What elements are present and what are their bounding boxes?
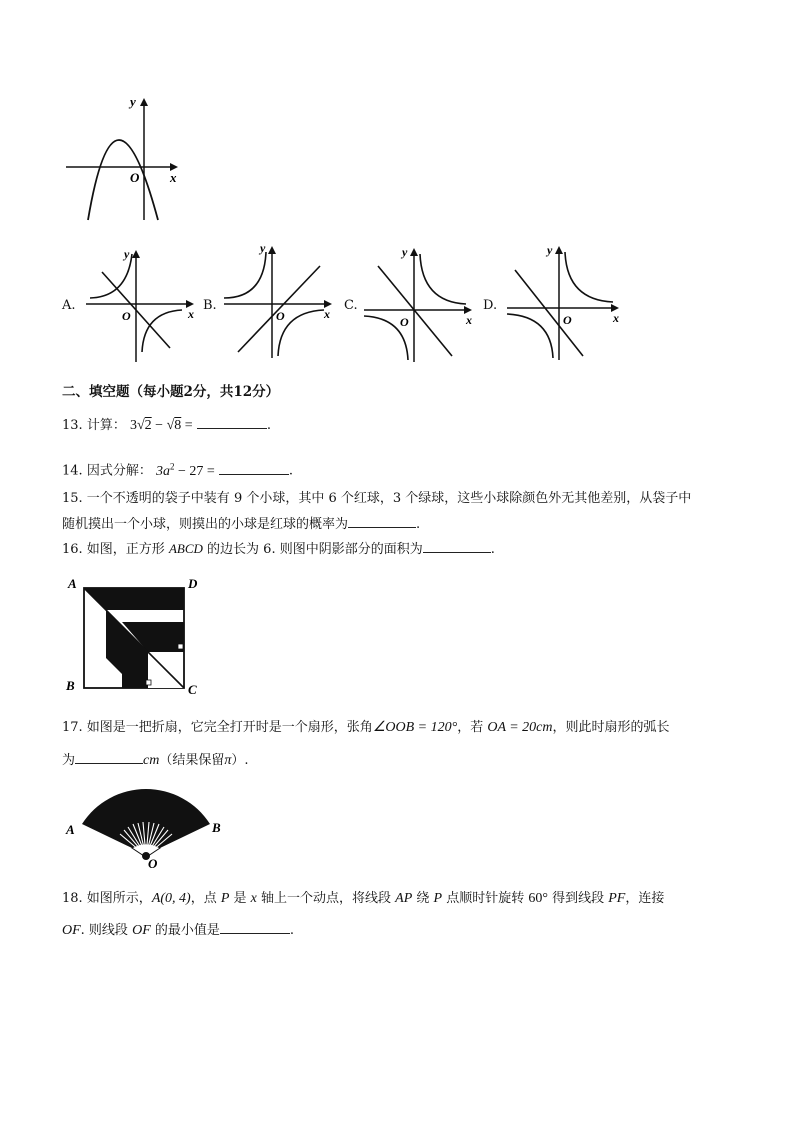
section-title: 二、填空题（每小题2分，共12分） (62, 384, 280, 400)
q18-line2-mid: . 则线段 (80, 923, 133, 938)
question-15-line-1: 15. 一个不透明的袋子中装有 9 个小球，其中 6 个红球，3 个绿球，这些小球除颜色外无其他差别，从袋子中 (62, 491, 692, 506)
q13-radicand-1: 2 (144, 418, 152, 433)
option-a-graph (82, 242, 200, 364)
q18-deg: 60° (528, 891, 548, 906)
hyperbola-branch-2 (278, 310, 324, 356)
y-axis-label: y (547, 243, 553, 257)
label-c: C (188, 682, 197, 697)
option-d-graph (503, 238, 625, 362)
q18-ap: AP (395, 891, 413, 906)
q18-line2-end: 的最小值是 (150, 923, 220, 938)
y-axis-arrow (268, 246, 276, 254)
question-14 (62, 456, 293, 482)
q18-pf: PF (608, 891, 626, 906)
q18-p: P (220, 891, 230, 906)
square-figure (62, 572, 212, 700)
q13-end: . (266, 418, 271, 433)
q17-line2-pre: 为 (62, 753, 76, 768)
q16-end: . (490, 542, 495, 557)
x-axis-label: x (324, 307, 330, 321)
q13-radicand-2: 8 (174, 418, 182, 433)
question-13 (62, 415, 271, 436)
q18-answer-blank[interactable] (220, 920, 290, 934)
fan-figure (62, 776, 232, 870)
q18-of: OF (62, 923, 81, 938)
x-axis-label: x (170, 170, 177, 185)
hyperbola-branch-2 (142, 310, 182, 352)
option-c-graph (360, 240, 478, 364)
question-17-line-1 (62, 718, 670, 738)
option-c-letter: C. (344, 298, 358, 313)
q16-mid: 的边长为 6. 则图中阴影部分的面积为 (202, 542, 423, 557)
hyperbola-branch-1 (224, 252, 266, 298)
q17-pre: 17. 如图是一把折扇，它完全打开时是一个扇形，张角 (62, 720, 373, 735)
q14-answer-blank[interactable] (219, 461, 289, 475)
label-a: A (66, 822, 75, 837)
x-axis-label: x (613, 311, 619, 325)
q14-end: . (288, 463, 294, 479)
q15-line2-text: 随机摸出一个小球，则摸出的小球是红球的概率为 (62, 517, 349, 532)
q18-point: A(0, 4) (151, 891, 191, 906)
q17-post: ，则此时扇形的弧长 (552, 720, 670, 735)
option-b-graph (220, 238, 338, 360)
question-18-line-1 (62, 889, 664, 909)
q17-line2-post: （结果保留 (159, 753, 225, 768)
q13-equals: = (181, 418, 193, 433)
parabola-curve (88, 140, 158, 220)
q17-oa: OA = 20cm (487, 720, 553, 735)
y-axis-arrow (410, 248, 418, 256)
q13-answer-blank[interactable] (197, 415, 267, 429)
hyperbola-branch-1 (420, 254, 466, 304)
q17-mid: ，若 (457, 720, 488, 735)
q15-answer-blank[interactable] (348, 514, 416, 528)
q14-prefix: 因式分解： (86, 463, 152, 479)
y-axis-label: y (130, 94, 136, 109)
question-15-line-2 (62, 514, 420, 535)
q16-square-name: ABCD (168, 541, 203, 556)
q18-pre: 18. 如图所示， (62, 891, 152, 906)
q18-mid3: 轴上一个动点，将线段 (256, 891, 396, 906)
hyperbola-branch-1 (565, 252, 613, 302)
y-axis-label: y (402, 245, 408, 259)
label-o: O (148, 856, 158, 870)
q17-angle: ∠OOB = 120° (372, 720, 458, 735)
hyperbola-branch-2 (507, 314, 553, 358)
q14-term: 3a (155, 463, 170, 479)
q14-num: 14. (62, 463, 83, 479)
right-angle-mark-1 (178, 644, 183, 649)
option-a-letter: A. (62, 298, 76, 313)
q13-minus: − (151, 418, 167, 433)
q13-expression: 3√2 − √8 = (129, 418, 193, 433)
q15-end: . (416, 517, 421, 532)
q18-mid2: 是 (229, 891, 251, 906)
fan-sector (82, 789, 210, 848)
q17-unit: cm (143, 753, 160, 768)
label-b: B (66, 678, 75, 693)
origin-label: O (400, 315, 409, 329)
y-axis-arrow (555, 246, 563, 254)
origin-label: O (276, 309, 285, 323)
origin-label: O (563, 313, 572, 327)
q18-end: . (289, 923, 295, 938)
q13-num: 13. (62, 418, 83, 433)
label-a: A (68, 576, 77, 591)
q18-mid1: ，点 (190, 891, 221, 906)
y-axis-arrow (132, 250, 140, 258)
q14-rest: − 27 = (174, 463, 215, 479)
q18-x: x (250, 891, 257, 906)
origin-label: O (122, 309, 131, 323)
line (378, 266, 452, 356)
label-d: D (188, 576, 198, 591)
q14-exponent: 2 (169, 461, 175, 471)
q17-line2-end: ）. (231, 753, 249, 768)
q13-coef: 3 (129, 418, 137, 433)
option-b-letter: B. (203, 298, 217, 313)
y-axis-arrow (140, 98, 148, 106)
q14-expression (155, 461, 215, 479)
q18-p2: P (433, 891, 443, 906)
q17-pi: π (224, 753, 232, 768)
q18-mid4: 绕 (412, 891, 434, 906)
q18-end1: ，连接 (625, 891, 665, 906)
q18-mid6: 得到线段 (547, 891, 609, 906)
option-d-letter: D. (483, 298, 498, 313)
x-axis-label: x (188, 307, 194, 321)
q17-answer-blank[interactable] (75, 750, 143, 764)
question-16 (62, 539, 495, 560)
q16-pre: 16. 如图，正方形 (62, 542, 169, 557)
y-axis-label: y (260, 241, 266, 255)
question-18-line-2 (62, 920, 294, 941)
right-angle-mark-2 (146, 680, 151, 685)
question-17-line-2 (62, 750, 249, 771)
y-axis-label: y (124, 247, 130, 261)
q16-answer-blank[interactable] (423, 539, 491, 553)
origin-label: O (130, 170, 140, 185)
label-b: B (212, 820, 221, 835)
q18-of2: OF (132, 923, 151, 938)
q18-mid5: 点顺时针旋转 (442, 891, 529, 906)
q13-prefix: 计算： (86, 418, 126, 433)
top-parabola-graph (60, 90, 190, 225)
x-axis-label: x (466, 313, 472, 327)
